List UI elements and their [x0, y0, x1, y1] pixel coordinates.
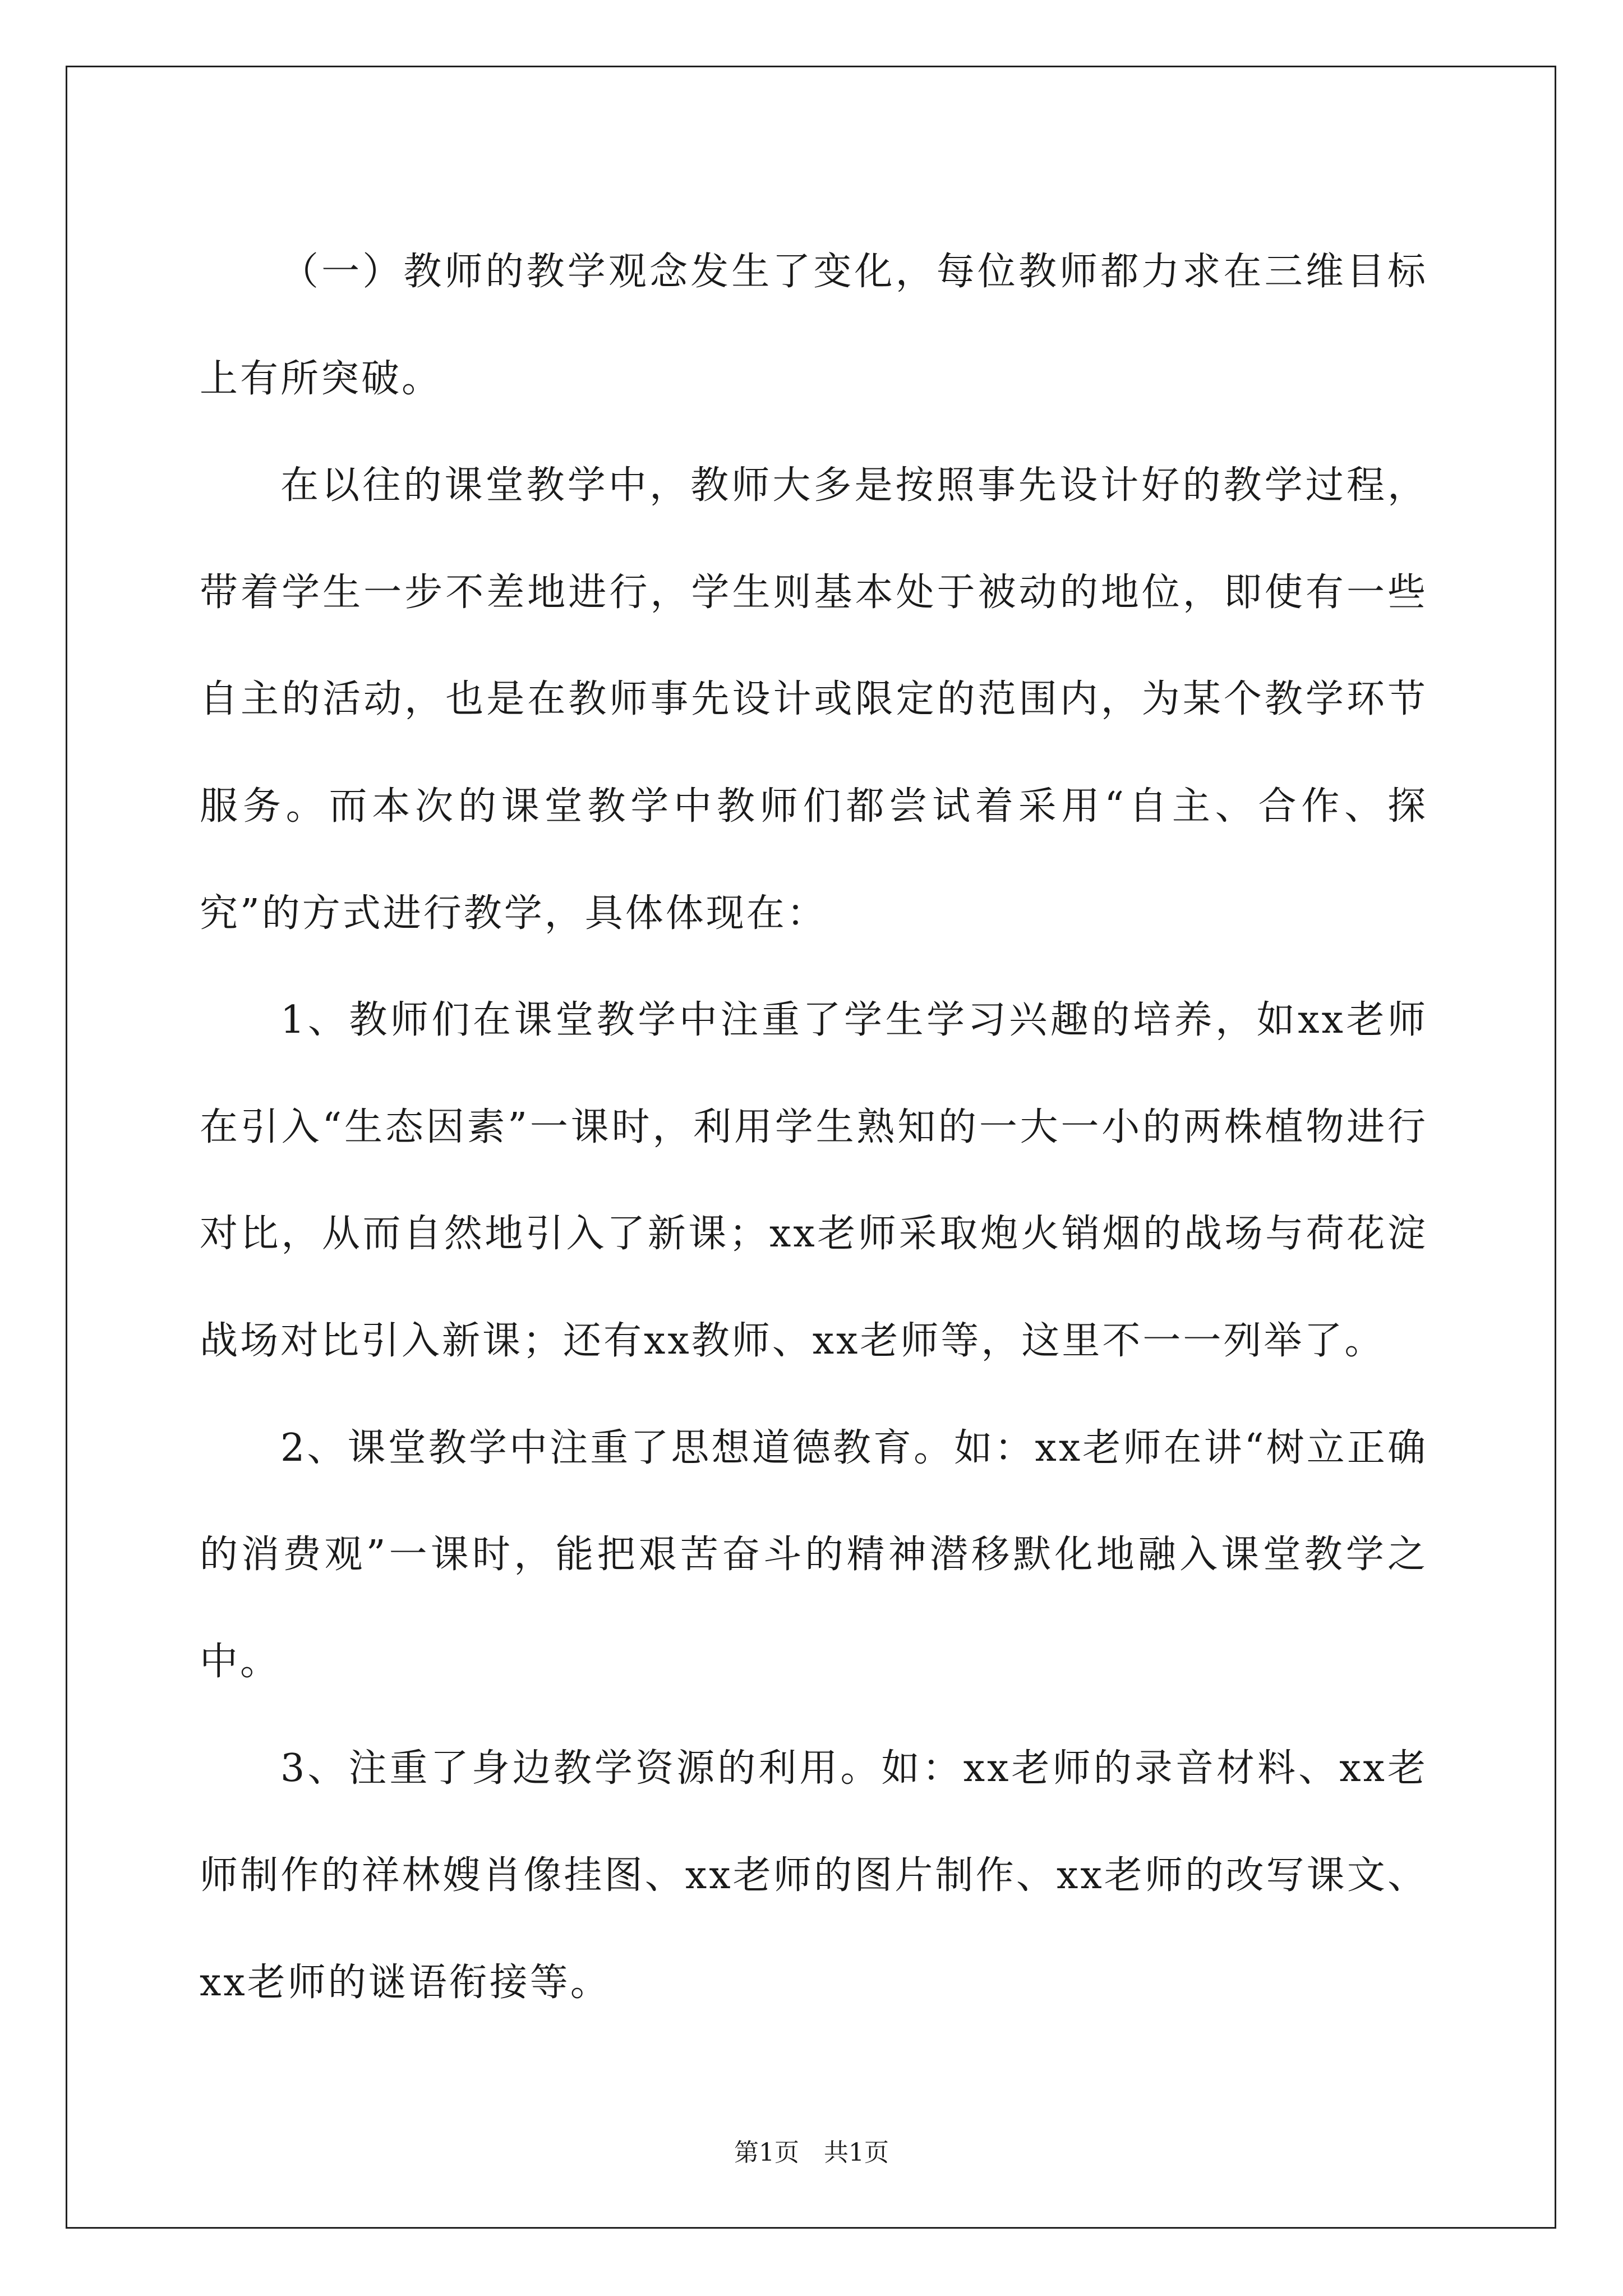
paragraph-2: 在以往的课堂教学中，教师大多是按照事先设计好的教学过程，带着学生一步不差地进行，学生则基本处于被动的地位，即使有一些自主的活动，也是在教师事先设计或限定的范围内，为某个教学环节服务。而本次的课堂教学中教师们都尝试着采用“自主、合作、探究”的方式进行教学，具体体现在： [200, 463, 1428, 936]
paragraph-3: 1、教师们在课堂教学中注重了学生学习兴趣的培养，如xx老师在引入“生态因素”一课时，利用学生熟知的一大一小的两株植物进行对比，从而自然地引入了新课；xx老师采取炮火销烟的战场与荷花淀战场对比引入新课；还有xx教师、xx老师等，这里不一一列举了。 [200, 998, 1428, 1363]
paragraph-4: 2、课堂教学中注重了思想道德教育。如：xx老师在讲“树立正确的消费观”一课时，能把艰苦奋斗的精神潜移默化地融入课堂教学之中。 [200, 1425, 1428, 1684]
paragraph-1: （一）教师的教学观念发生了变化，每位教师都力求在三维目标上有所突破。 [200, 250, 1428, 401]
page-number: 第1页 [734, 2138, 799, 2167]
paragraph-5: 3、注重了身边教学资源的利用。如：xx老师的录音材料、xx老师制作的祥林嫂肖像挂图、xx老师的图片制作、xx老师的改写课文、xx老师的谜语衔接等。 [200, 1746, 1428, 2005]
page-footer [0, 2136, 1623, 2170]
page-total: 共1页 [824, 2138, 889, 2167]
document-body [200, 219, 1428, 2036]
